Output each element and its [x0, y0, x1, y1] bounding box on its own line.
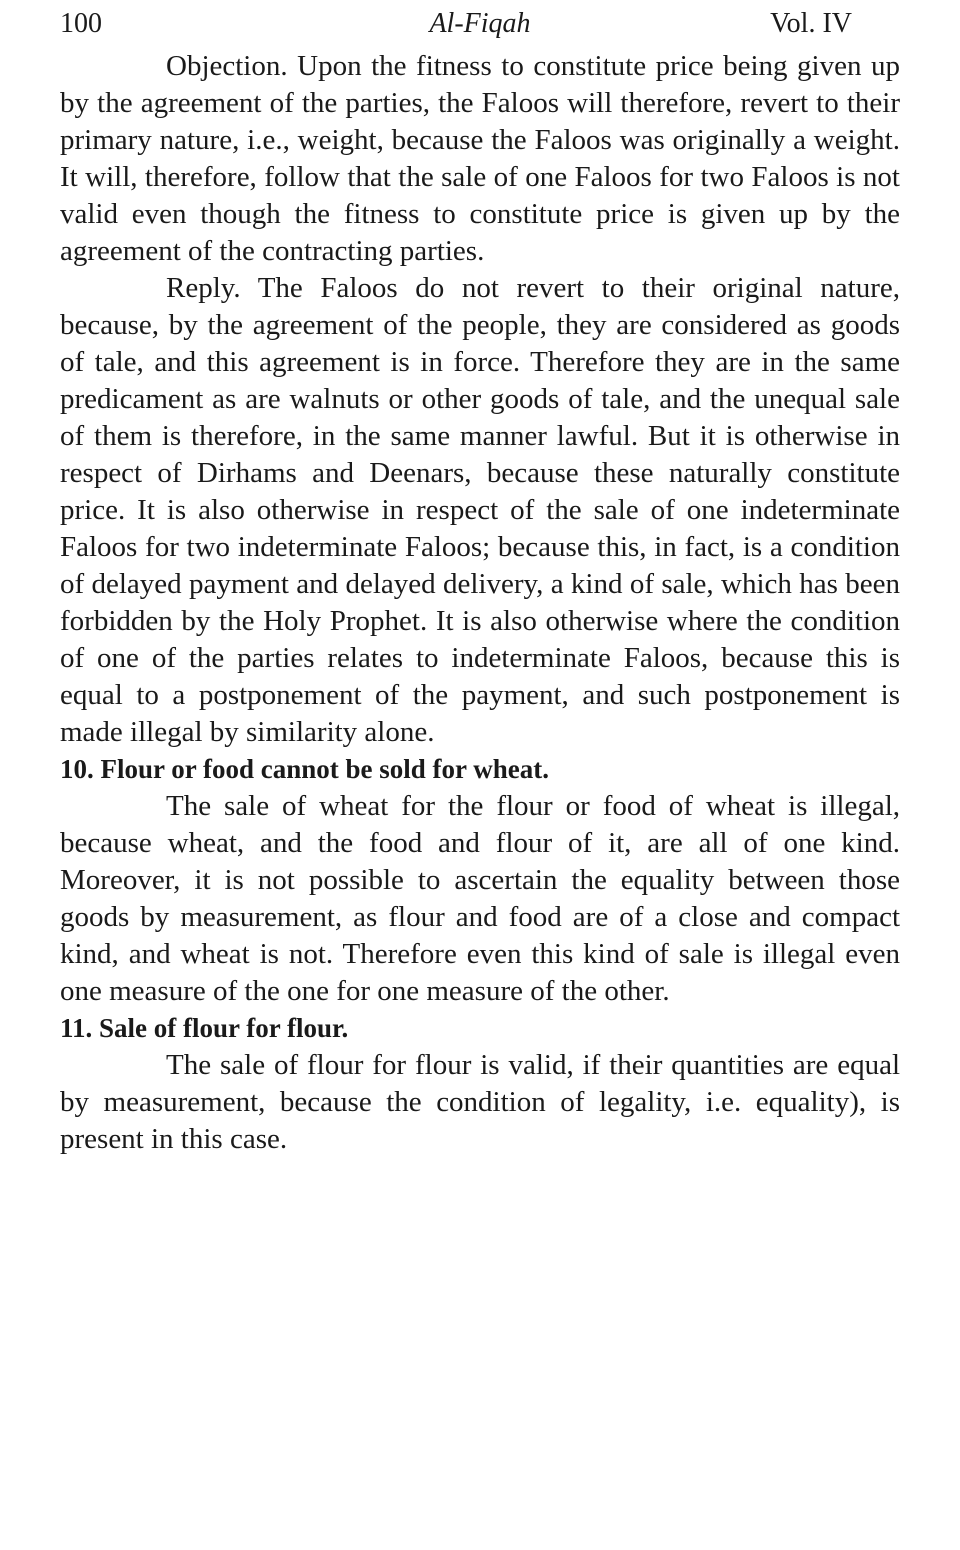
reply-paragraph: Reply. The Faloos do not revert to their original nature, because, by the agreement of the people, they are considered as goods of tale, and this agreement is in force. Therefore they are in the same predicament as are walnuts or other goods of tale, and the unequal sale of them is therefore, in the same manner lawful. But it is otherwise in respect of Dirhams and Deenars, because these naturally constitute price. It is also otherwise in respect of the sale of one indeterminate Faloos for two indeterminate Faloos; because this, in fact, is a condition of delayed payment and delayed delivery, a kind of sale, which has been forbidden by the Holy Prophet. It is also otherwise where the condition of one of the parties relates to indeterminate Faloos, because this is equal to a postponement of the payment, and such postponement is made illegal by similarity alone. — [60, 272, 900, 748]
volume-label: Vol. IV — [770, 8, 852, 39]
objection-paragraph: Objection. Upon the fitness to constitute price being given up by the agreement of the parties, the Faloos will therefore, revert to their primary nature, i.e., weight, because the Faloos was originally a weight. It will, therefore, follow that the sale of one Faloos for two Faloos is not valid even though the fitness to constitute price is given up by the agreement of the contracting parties. — [60, 50, 900, 267]
section-11-paragraph: The sale of flour for flour is valid, if their quantities are equal by measurement, because the condition of legality, i.e. equality), is present in this case. — [60, 1049, 900, 1155]
section-10-paragraph: The sale of wheat for the flour or food of wheat is illegal, because wheat, and the food and flour of it, are all of one kind. Moreover, it is not possible to ascertain the equality between those goods by measurement, as flour and food are of a close and compact kind, and wheat is not. Therefore even this kind of sale is illegal even one measure of the one for one measure of the other. — [60, 790, 900, 1007]
page-number: 100 — [60, 8, 102, 39]
running-header — [60, 4, 900, 48]
book-title: Al-Fiqah — [429, 8, 531, 39]
section-11-heading: 11. Sale of flour for flour. — [60, 1013, 349, 1043]
document-page — [60, 0, 900, 1158]
section-10-heading: 10. Flour or food cannot be sold for wheat. — [60, 754, 550, 784]
